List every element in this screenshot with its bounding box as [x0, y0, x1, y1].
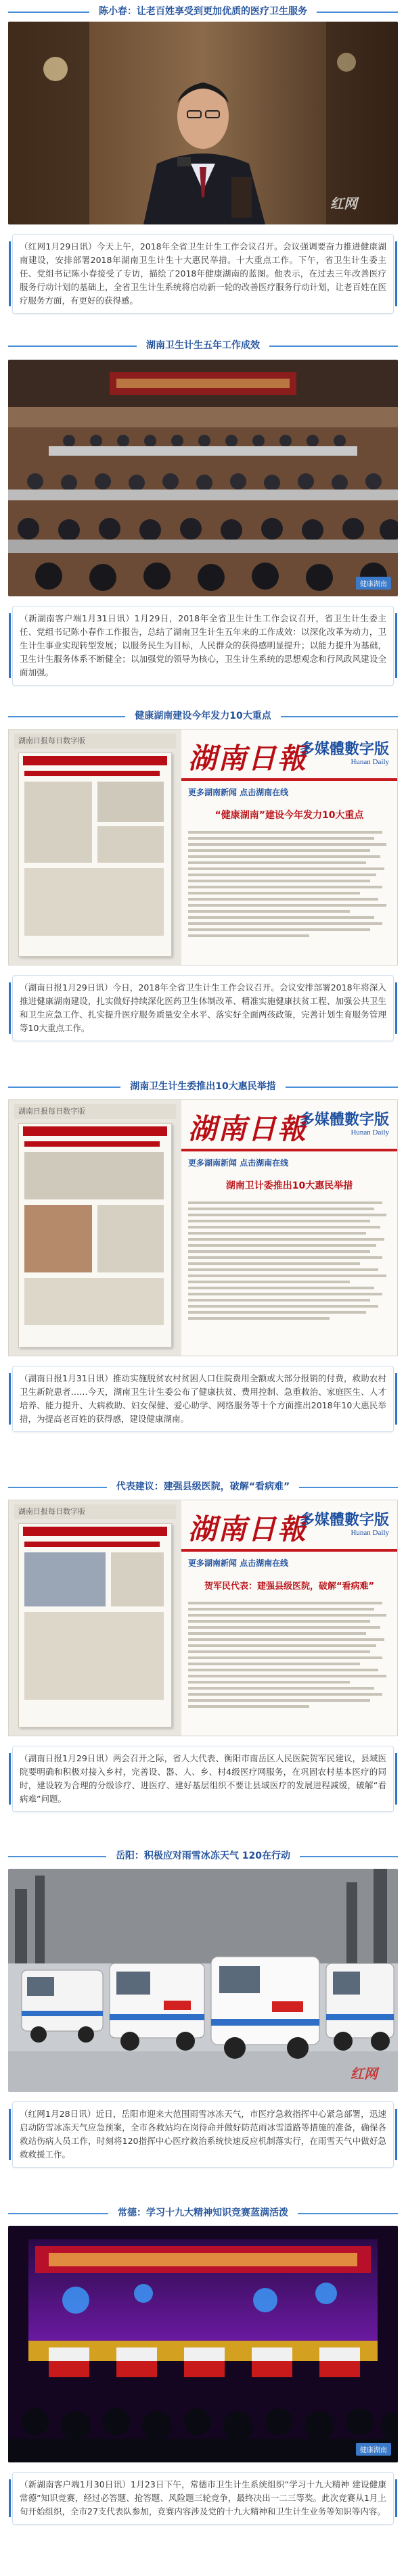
section-4-newspaper [8, 1099, 398, 1356]
paper-brand: 多媒體數字版 [299, 740, 389, 757]
paper-tag: 更多湖南新闻 点击湖南在线 [188, 1158, 289, 1168]
section-5-title: 代表建议：建强县级医院，破解“看病难” [107, 1479, 299, 1494]
section-5-caption: （湖南日报1月29日讯）两会召开之际，省人大代表、衡阳市南岳区人民医院贺军民建议，县域医院要明确和积极对接入乡村，完善设、器、人、乡、村4级医疗网服务，在巩固农村基本医疗的同时，建设较为合理的分级诊疗、进医疗、建好基层组织不要让县域医疗的发展进程减缓，破解“看病难”问题。 [12, 1746, 394, 1812]
paper-body-lines [188, 1602, 390, 1711]
paper-body-lines [188, 1201, 390, 1323]
section-5-header [8, 1479, 398, 1494]
watermark-logo: 红网 [330, 195, 357, 212]
section-2-photo [8, 360, 398, 596]
section-7-caption: （新湖南客户端1月30日讯）1月23日下午，常德市卫生计生系统组织“学习十九大精神 建设健康常德”知识竞赛，经过必答题、抢答题、风险题三轮竞争，最终决出一二三等奖。此次竞赛从1月上旬开始组织，全市27支代表队参加，竞赛内容涉及党的十九大精神和卫生计生业务等知识等内容。 [12, 2472, 394, 2525]
paper-masthead: 湖南日報 [188, 742, 308, 775]
section-2-caption: （新湖南客户端1月31日讯）1月29日，2018年全省卫生计生工作会议召开，省卫生计生委主任、党组书记陈小春作工作报告，总结了湖南卫生计生五年来的工作成效：以深化改革为动力，卫生计生事业实现转型发展；以服务民生为目标，人民群众的获得感明显提升；以能力提升为基础，卫生计生服务体系不断健全；以加强党的领导为核心，卫生计生系统的思想观念和行风政风建设全面加强。 [12, 606, 394, 686]
section-6-title: 岳阳：积极应对雨雪冰冻天气 120在行动 [106, 1848, 300, 1863]
paper-left-tag: 湖南日报每日数字版 [14, 734, 176, 748]
mini-paper-head [23, 756, 167, 765]
paper-masthead: 湖南日報 [188, 1512, 308, 1546]
section-4-caption: （湖南日报1月31日讯）推动实施脱贫农村贫困人口住院费用全额或大部分报销的付费，救助农村卫生新院患者……今天，湖南卫生计生委公布了健康扶贫、费用控制、急重救治、家庭医生、人才培养、能力提升、大病救助、妇女保健、爱心助学、网络服务等十个方面推出2018年10大惠民举措，为提高老百姓的获得感，建设健康湖南。 [12, 1366, 394, 1432]
section-3-caption: （湖南日报1月29日讯）今日，2018年全省卫生计生工作会议召开。会议安排部署2018年将深入推进健康湖南建设，扎实做好持续深化医药卫生体制改革、精准实施健康扶贫工程、加强公共卫生和卫生应急工作、扎实提升医疗服务质量安全水平、落实好全面两孩政策，完善计划生育服务管理等10大重点工作。 [12, 975, 394, 1041]
mini-paper [18, 1123, 172, 1347]
section-3-title: 健康湖南建设今年发力10大重点 [125, 709, 280, 723]
paper-brand: 多媒體數字版 [299, 1111, 389, 1128]
section-1-photo [8, 22, 398, 224]
paper-tag: 更多湖南新闻 点击湖南在线 [188, 788, 289, 797]
paper-tag: 更多湖南新闻 点击湖南在线 [188, 1558, 289, 1568]
watermark-brand: 健康湖南 [356, 2443, 391, 2456]
section-1-title: 陈小春：让老百姓享受到更加优质的医疗卫生服务 [89, 4, 317, 19]
section-7-photo [8, 2226, 398, 2462]
watermark-brand: 健康湖南 [356, 577, 391, 590]
section-4-title: 湖南卫生计生委推出10大惠民举措 [120, 1079, 285, 1094]
section-1-header [8, 4, 398, 19]
mini-paper [18, 753, 172, 957]
section-4-header [8, 1079, 398, 1094]
paper-brand-en: Hunan Daily [351, 1529, 389, 1537]
paper-left-tag: 湖南日报每日数字版 [14, 1104, 176, 1119]
newspaper-thumbnail [9, 1500, 181, 1736]
paper-left-tag: 湖南日报每日数字版 [14, 1504, 176, 1519]
section-6-photo [8, 1869, 398, 2092]
paper-body-lines [188, 831, 390, 940]
newspaper-thumbnail [9, 730, 181, 965]
mini-paper-head [23, 1126, 167, 1136]
paper-brand-en: Hunan Daily [351, 758, 389, 766]
section-6-caption: （红网1月28日讯）近日，岳阳市迎来大范围雨雪冰冻天气，市医疗急救指挥中心紧急部署，迅速启动防雪冰冻天气应急预案，全市各救站均在岗待命并做好防范雨冰雪道路等措施的准备，确保各救站伤病人员工作，时刻将120指挥中心医疗救治系统快速反应机制落实行，在雨雪天气中做好急救救援工作。 [12, 2101, 394, 2168]
section-2-title: 湖南卫生计生五年工作成效 [137, 338, 269, 353]
paper-headline: “健康湖南”建设今年发力10大重点 [215, 810, 364, 821]
paper-masthead: 湖南日報 [188, 1112, 308, 1145]
mini-paper-head [23, 1527, 167, 1536]
section-7-title: 常德：学习十九大精神知识竞赛蓝满活泼 [108, 2205, 298, 2220]
watermark-logo: 红网 [351, 2066, 378, 2082]
newspaper-article [181, 1100, 397, 1356]
paper-headline: 贺军民代表：建强县级医院，破解“看病难” [204, 1581, 375, 1592]
section-6-header [8, 1848, 398, 1863]
section-5-newspaper [8, 1500, 398, 1736]
newspaper-thumbnail [9, 1100, 181, 1356]
paper-brand: 多媒體數字版 [299, 1511, 389, 1528]
section-7-header [8, 2205, 398, 2220]
newspaper-article [181, 730, 397, 965]
paper-brand-en: Hunan Daily [351, 1128, 389, 1137]
section-3-header [8, 709, 398, 723]
section-1-caption: （红网1月29日讯）今天上午，2018年全省卫生计生工作会议召开。会议强调要奋力推进健康湖南建设，安排部署2018年湖南卫生计生十大惠民举措。十大重点工作。下午，省卫生计生委主任、党组书记陈小春接受了专访，描绘了2018年健康湖南的蓝图。他表示，在过去三年改善医疗服务行动计划的基础上，全省卫生计生系统将启动新一轮的改善医疗服务行动计划，让老百姓在医疗服务方面，有更好的获得感。 [12, 234, 394, 314]
paper-headline: 湖南卫计委推出10大惠民举措 [225, 1180, 353, 1191]
section-3-newspaper [8, 729, 398, 965]
newspaper-article [181, 1500, 397, 1736]
mini-paper [18, 1523, 172, 1727]
section-2-header [8, 338, 398, 353]
